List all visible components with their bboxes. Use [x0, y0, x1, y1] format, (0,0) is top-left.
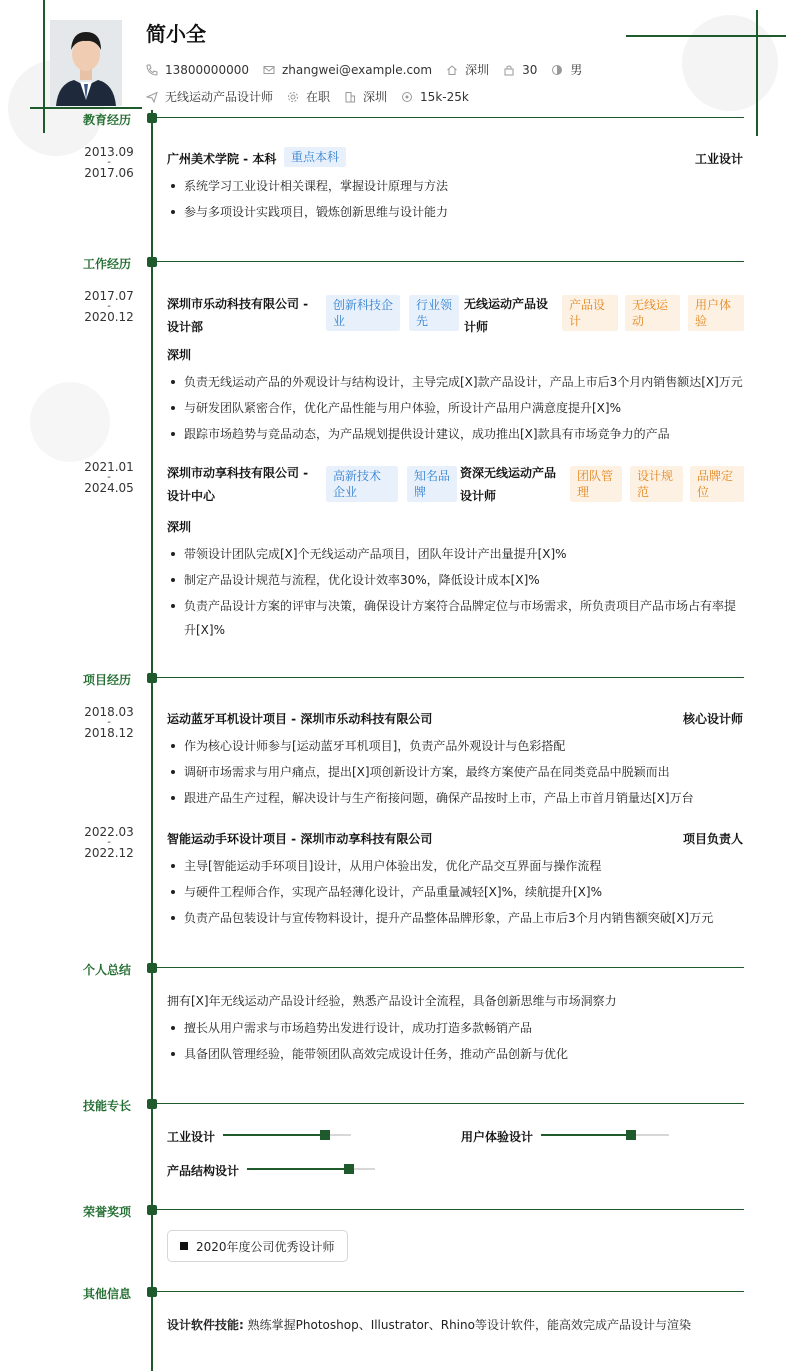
- list-item: 负责产品包装设计与宣传物料设计，提升产品整体品牌形象，产品上市后3个月内销售额突破[X]万元: [167, 906, 744, 930]
- section-rule: [157, 1291, 744, 1292]
- skill-tag: 设计规 范: [630, 466, 683, 502]
- school-tag: 重点本科: [284, 147, 346, 167]
- frame-line-left-h: [30, 107, 142, 109]
- other-label: 设计软件技能:: [167, 1318, 244, 1332]
- building-icon: [344, 91, 356, 103]
- skill-bar-knob: [344, 1164, 354, 1174]
- job-title: 资深无线运动产品 设计师: [460, 466, 557, 503]
- section-rule: [157, 677, 744, 678]
- skill-bar-fill: [247, 1168, 349, 1170]
- section-dot: [147, 113, 157, 123]
- project-role: 项目负责人: [682, 832, 743, 846]
- skill-bar: [541, 1134, 669, 1136]
- list-item: 负责产品设计方案的评审与决策，确保设计方案符合品牌定位与市场需求，所负责项目产品市场占有率提升[X]%: [167, 594, 744, 642]
- section-rule: [157, 261, 744, 262]
- square-icon: [180, 1242, 188, 1250]
- gender-item: [551, 61, 582, 78]
- city-value: 深圳: [465, 63, 490, 77]
- list-item: 负责无线运动产品的外观设计与结构设计，主导完成[X]款产品设计，产品上市后3个月内销售额达[X]万元: [167, 370, 744, 394]
- work-date: 2017.07 - 2020.12: [84, 289, 134, 324]
- list-item: 作为核心设计师参与[运动蓝牙耳机项目]，负责产品外观设计与色彩搭配: [167, 734, 744, 758]
- section-dot: [147, 963, 157, 973]
- school-name: 广州美术学院 - 本科: [167, 152, 277, 166]
- skill-name: 产品结构设计: [167, 1164, 240, 1178]
- section-rule: [157, 967, 744, 968]
- job-title: 无线运动产品设 计师: [464, 297, 549, 334]
- list-item: 主导[智能运动手环项目]设计，从用户体验出发，优化产品交互界面与操作流程: [167, 854, 744, 878]
- skill-name: 用户体验设计: [461, 1130, 534, 1144]
- list-item: 跟踪市场趋势与竞品动态，为产品规划提供设计建议，成功推出[X]款具有市场竞争力的产品: [167, 422, 744, 446]
- section-rule: [157, 1209, 744, 1210]
- salary-item: [401, 90, 469, 104]
- skill-bar-knob: [320, 1130, 330, 1140]
- skill-tag: 用户体 验: [688, 295, 744, 331]
- list-item: 制定产品设计规范与流程，优化设计效率30%，降低设计成本[X]%: [167, 568, 744, 592]
- position-value: 无线运动产品设计师: [165, 90, 274, 104]
- skill-tag: 产品设 计: [562, 295, 618, 331]
- section-dot: [147, 1205, 157, 1215]
- award-badge: [167, 1230, 348, 1262]
- skill-name: 工业设计: [167, 1130, 216, 1144]
- skill-bar-fill: [541, 1134, 631, 1136]
- section-title-projects: 项目经历: [83, 673, 132, 687]
- skill-bar: [223, 1134, 351, 1136]
- skill-bar-fill: [223, 1134, 325, 1136]
- work-city: 深圳: [167, 520, 192, 534]
- phone-value: 13800000000: [165, 62, 249, 77]
- project-role: 核心设计师: [682, 712, 743, 726]
- project-date: 2022.03 - 2022.12: [84, 825, 134, 860]
- status-item: [287, 88, 330, 105]
- age-icon: [503, 64, 515, 76]
- award-name: 2020年度公司优秀设计师: [196, 1239, 335, 1254]
- list-item: 跟进产品生产过程，解决设计与生产衔接问题，确保产品按时上市，产品上市首月销量达[X]万台: [167, 786, 744, 810]
- section-dot: [147, 257, 157, 267]
- list-item: 调研市场需求与用户痛点，提出[X]项创新设计方案，最终方案使产品在同类竞品中脱颖而出: [167, 760, 744, 784]
- mail-icon: [263, 64, 275, 76]
- company-tag: 行业领 先: [409, 295, 459, 331]
- section-dot: [147, 673, 157, 683]
- company-tag: 创新科技企 业: [326, 295, 400, 331]
- project-date: 2018.03 - 2018.12: [84, 705, 134, 740]
- company-name: 深圳市动享科技有限公司 - 设计中心: [167, 466, 309, 503]
- major: 工业设计: [694, 152, 743, 166]
- phone-item: [146, 63, 249, 77]
- section-title-work: 工作经历: [83, 257, 132, 271]
- contact-row: [146, 61, 596, 78]
- list-item: 带领设计团队完成[X]个无线运动产品项目，团队年设计产出量提升[X]%: [167, 542, 744, 566]
- section-title-awards: 荣誉奖项: [83, 1205, 132, 1219]
- target-city-value: 深圳: [363, 90, 388, 104]
- other-info: [167, 1316, 691, 1333]
- frame-line-right-h: [626, 35, 786, 37]
- section-dot: [147, 1099, 157, 1109]
- project-name: 运动蓝牙耳机设计项目 - 深圳市乐动科技有限公司: [167, 712, 433, 726]
- age-item: [503, 63, 537, 77]
- section-rule: [157, 1103, 744, 1104]
- gender-icon: [551, 64, 563, 76]
- send-icon: [146, 91, 158, 103]
- candidate-name: 简小全: [146, 22, 206, 46]
- summary-intro: 拥有[X]年无线运动产品设计经验，熟悉产品设计全流程，具备创新思维与市场洞察力: [167, 994, 617, 1008]
- home-icon: [446, 64, 458, 76]
- list-item: 与硬件工程师合作，实现产品轻薄化设计，产品重量减轻[X]%，续航提升[X]%: [167, 880, 744, 904]
- status-value: 在职: [306, 90, 331, 104]
- section-title-summary: 个人总结: [83, 963, 132, 977]
- decor-circle-right: [682, 15, 778, 111]
- section-rule: [157, 117, 744, 118]
- education-date: 2013.09 - 2017.06: [84, 145, 134, 180]
- company-tag: 知名品 牌: [407, 466, 457, 502]
- salary-value: 15k-25k: [420, 89, 469, 104]
- money-icon: [401, 91, 413, 103]
- target-city-item: [344, 88, 387, 105]
- gear-icon: [287, 91, 299, 103]
- section-title-other: 其他信息: [83, 1287, 132, 1301]
- skill-tag: 品牌定 位: [690, 466, 744, 502]
- skill-bar-knob: [626, 1130, 636, 1140]
- position-item: [146, 88, 273, 105]
- work-city: 深圳: [167, 348, 192, 362]
- list-item: 擅长从用户需求与市场趋势出发进行设计，成功打造多款畅销产品: [167, 1016, 744, 1040]
- skill-tag: 无线运 动: [625, 295, 680, 331]
- avatar: [50, 20, 122, 106]
- age-value: 30: [522, 62, 538, 77]
- section-title-skills: 技能专长: [83, 1099, 132, 1113]
- list-item: 参与多项设计实践项目，锻炼创新思维与设计能力: [167, 200, 744, 224]
- list-item: 具备团队管理经验，能带领团队高效完成设计任务，推动产品创新与优化: [167, 1042, 744, 1066]
- section-title-education: 教育经历: [83, 113, 132, 127]
- phone-icon: [146, 64, 158, 76]
- frame-line-right: [756, 10, 758, 136]
- gender-value: 男: [570, 63, 583, 77]
- company-name: 深圳市乐动科技有限公司 - 设计部: [167, 297, 309, 334]
- skill-tag: 团队管 理: [570, 466, 622, 502]
- section-dot: [147, 1287, 157, 1297]
- frame-line-left: [43, 0, 45, 133]
- work-date: 2021.01 - 2024.05: [84, 460, 134, 495]
- list-item: 系统学习工业设计相关课程，掌握设计原理与方法: [167, 174, 744, 198]
- timeline-axis: [151, 110, 153, 1371]
- decor-circle-mid: [30, 382, 110, 462]
- email-item: [263, 63, 432, 77]
- list-item: 与研发团队紧密合作，优化产品性能与用户体验，所设计产品用户满意度提升[X]%: [167, 396, 744, 420]
- company-tag: 高新技术 企业: [326, 466, 398, 502]
- intention-row: [146, 88, 483, 105]
- city-item: [446, 61, 489, 78]
- other-text: 熟练掌握Photoshop、Illustrator、Rhino等设计软件，能高效完成产品设计与渲染: [247, 1318, 691, 1332]
- skill-bar: [247, 1168, 375, 1170]
- email-value: zhangwei@example.com: [281, 62, 433, 77]
- project-name: 智能运动手环设计项目 - 深圳市动享科技有限公司: [167, 832, 433, 846]
